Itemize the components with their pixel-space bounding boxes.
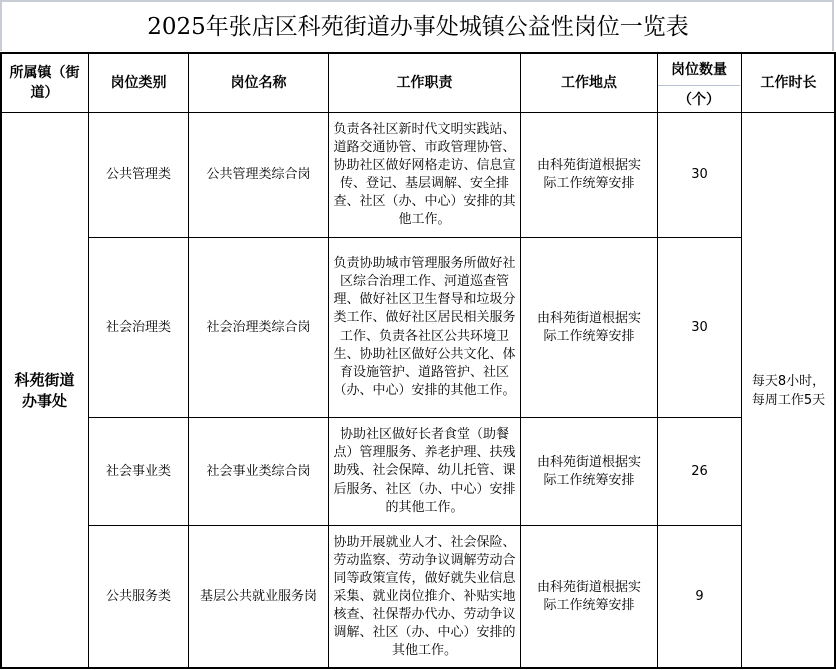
row-4-name [188,525,329,669]
header-category [88,52,189,113]
row-4-duties [328,525,521,669]
header-quantity-unit: （个） [678,92,720,108]
header-hours [741,52,836,113]
name-text: 基层公共就业服务岗 [199,589,317,604]
duties-text: 协助社区做好长者食堂（助餐点）管理服务、养老护理、扶残助残、社会保障、幼儿托管、课后服务、社区（办、中心）安排的其他工作。 [333,427,516,515]
duties-text: 负责协助城市管理服务所做好社区综合治理工作、河道巡查管理、做好社区卫生督导和垃圾分类工作、做好社区居民相关服务工作、负责各社区公共环境卫生、协助社区做好公共文化、体育设施管护、道路管护、社区（办、中心）安排的其他工作。 [333,256,516,398]
location-text: 由科苑街道根据实际工作统筹安排 [536,454,641,488]
name-text: 社会事业类综合岗 [206,463,311,479]
name-text: 公共管理类综合岗 [206,167,311,182]
duties-text: 协助开展就业人才、社会保险、劳动监察、劳动争议调解劳动合同等政策宣传，做好就失业信息采集、就业岗位推介、补贴实地核查、社保帮办代办、劳动争议调解、社区（办、中心）安排的其他工作。 [333,534,516,659]
location-text: 由科苑街道根据实际工作统筹安排 [536,310,641,344]
quantity-text: 30 [691,167,708,182]
row-1-quantity [657,112,742,238]
header-name-label: 岗位名称 [230,74,287,91]
header-hours-label: 工作时长 [760,74,817,91]
row-2-location [520,237,658,418]
header-category-label: 岗位类别 [110,74,167,91]
category-text: 社会事业类 [105,463,171,479]
row-4-quantity [657,525,742,669]
row-3-quantity [657,417,742,526]
header-location [520,52,658,113]
page-title: 2025年张店区科苑街道办事处城镇公益性岗位一览表 [147,14,689,40]
town-label: 科苑街道办事处 [14,370,75,410]
category-text: 公共服务类 [105,589,171,604]
quantity-text: 9 [695,589,704,604]
row-1-category [88,112,189,238]
row-2-duties [328,237,521,418]
row-2-quantity [657,237,742,418]
category-text: 公共管理类 [105,167,171,182]
header-duties-label: 工作职责 [396,74,453,91]
row-1-duties [328,112,521,238]
header-town-label: 所属镇（街道） [9,64,80,101]
location-text: 由科苑街道根据实际工作统筹安排 [536,158,641,191]
category-text: 社会治理类 [105,319,171,335]
quantity-text: 26 [691,463,708,479]
row-3-category [88,417,189,526]
row-3-location [520,417,658,526]
row-3-duties [328,417,521,526]
header-location-label: 工作地点 [561,74,617,91]
town-cell [0,112,89,669]
row-1-name [188,112,329,238]
hours-label: 每天8小时，每周工作5天 [751,373,826,408]
header-quantity-label: 岗位数量 [671,62,727,78]
row-1-location [520,112,658,238]
header-town [0,52,89,113]
row-2-name [188,237,329,418]
quantity-text: 30 [691,319,708,335]
name-text: 社会治理类综合岗 [206,319,311,335]
hours-cell [741,112,836,669]
header-name [188,52,329,113]
header-duties [328,52,521,113]
row-2-category [88,237,189,418]
location-text: 由科苑街道根据实际工作统筹安排 [536,580,641,613]
duties-text: 负责各社区新时代文明实践站、道路交通协管、市政管理协管、协助社区做好网格走访、信息宣传、登记、基层调解、安全排查、社区（办、中心）安排的其他工作。 [333,121,516,228]
row-3-name [188,417,329,526]
row-4-location [520,525,658,669]
row-4-category [88,525,189,669]
